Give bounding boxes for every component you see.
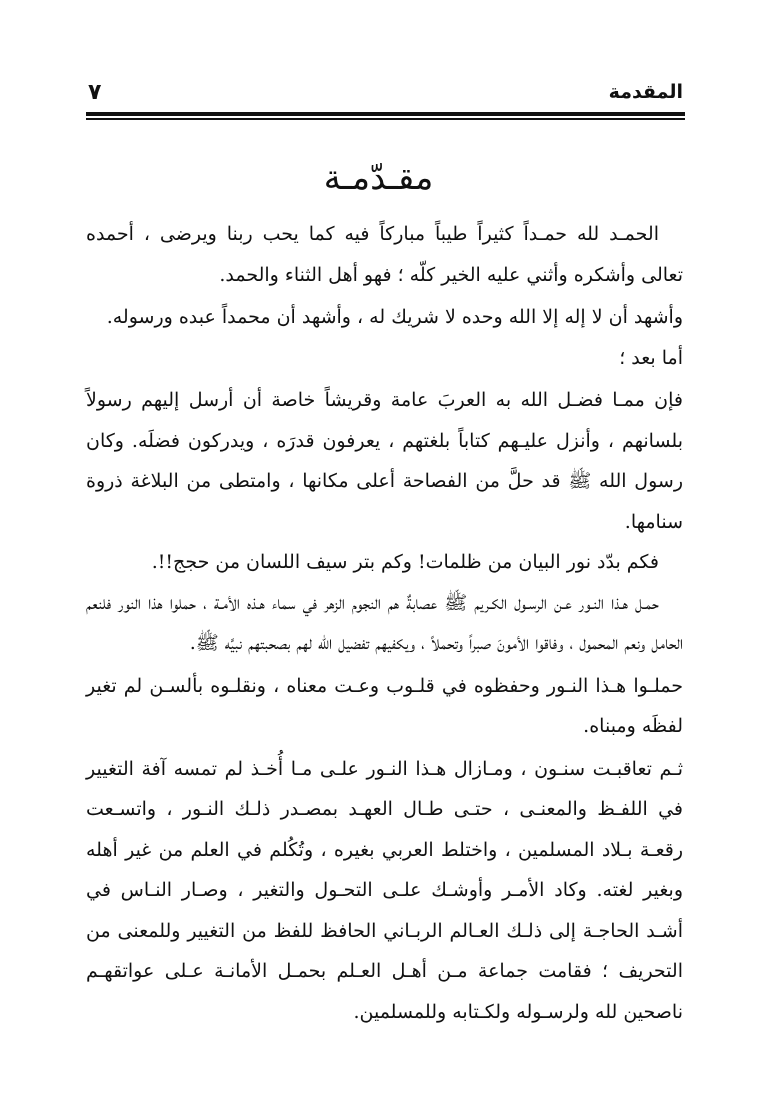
paragraph-eloquence: فكم بدّد نور البيان من ظلمات! وكم بتر سيف اللسان من حجج!!. (151, 551, 659, 573)
paragraph-preservation: حملـوا هـذا النـور وحفظوه في قلـوب وعـت معناه ، ونقلـوه بألسـن لم تغير لفظَه ومبناه. (86, 674, 683, 737)
paragraph-testimony: وأشهد أن لا إله إلا الله وحده لا شريك له ، وأشهد أن محمداً عبده ورسوله. (106, 306, 683, 328)
header-rule-thick (86, 112, 685, 116)
paragraph-praise: الحمـد لله حمـداً كثيراً طيباً مباركاً فيه كما يحب ربنا ويرضى ، أحمده تعالى وأشكره وأثني عليه الخير كلّه ؛ فهو أهل الثناء والحمد. (86, 223, 683, 286)
paragraph-companions: حمـل هـذا النـور عـن الرسـول الكـريم ﷺ عصابةٌ هم النجوم الزهر في سماء هـذه الأمـة ، حملوا هذا النور فلنعم الحامل ونعم المحمول ، وفاقوا الأمونَ صبراً وتحملاً ، ويكفيهم تفضيل الله لهم بصحبتهم نبيَّه ﷺ. (86, 591, 683, 654)
running-title: المقدمة (608, 81, 683, 103)
paragraph-arab-favor: فإن ممـا فضـل الله به العربَ عامة وقريشاً خاصة أن أرسل إليهم رسولاً بلسانهم ، وأنزل عليـهم كتاباً بلغتهم ، يعرفون قدرَه ، ويدركون فضلَه. وكان رسول الله ﷺ قد حلَّ من الفصاحة أعلى مكانها ، وامتطى من البلاغة ذروة سنامها. (86, 389, 683, 533)
paragraph-amma-bad: أما بعد ؛ (619, 346, 683, 369)
header-divider (86, 112, 685, 121)
page-number: ٧ (88, 79, 102, 105)
paragraph-succession: ثـم تعاقبـت سنـون ، ومـازال هـذا النـور علـى مـا أُخـذ لم تمسه آفة التغيير في اللفـظ والمعنـى ، حتـى طـال العهـد بمصـدر ذلـك النـور ، واتسـعت رقعـة بـلاد المسلمين ، واختلط العربي بغيره ، وتُكُلم في العلم من غير أهله وبغير لغته. وكاد الأمـر وأوشـك علـى التحـول والتغير ، وصـار النـاس في أشـد الحاجـة إلى ذلـك العـالم الربـاني الحافظ للفظ من التغيير وللمعنى من التحريف ؛ فقامت جماعة مـن أهـل العـلم بحمـل الأمانـة عـلى عواتقهـم ناصحين لله ولرسـوله ولكـتابه وللمسلمين. (86, 757, 683, 1023)
header-rule-thin (86, 118, 685, 120)
running-header (88, 74, 683, 110)
section-title: مقـدّمـة (323, 158, 434, 198)
body-text (86, 214, 683, 1032)
